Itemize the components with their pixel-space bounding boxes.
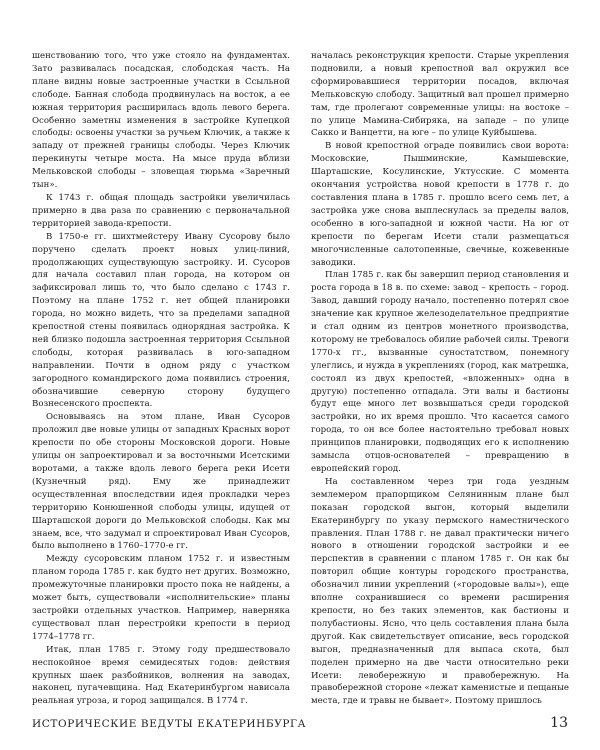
right-text-column bbox=[311, 50, 569, 708]
paragraph: Основываясь на этом плане, Иван Сусоров проложил две новые улицы от западных Красных ворот крепости по обе стороны Московской дороги. Новые улицы он запроектировал и за восточными Исетскими воротами, а также вдоль левого берега реки Исети (Кузнечный ряд). Ему же принадлежит осуществленная впоследствии идея прокладки через территорию Конюшенной слободы улицы, идущей от Шарташской дороги до Мельковской слободы. Как мы знаем, все, что задумал и спроектировал Иван Сусоров, было выполнено в 1760–1770-е гг. bbox=[32, 412, 290, 552]
running-title: ИСТОРИЧЕСКИЕ ВЕДУТЫ ЕКАТЕРИНБУРГА bbox=[32, 718, 307, 730]
paragraph: К 1743 г. общая площадь застройки увеличилась примерно в два раза по сравнению с первоначальной территорией завода-крепости. bbox=[32, 192, 290, 229]
paragraph: План 1785 г. как бы завершил период становления и роста города в 18 в. по схеме: завод – крепость – город. Завод, давший городу начало, постепенно потерял свое значение как крупное железоделательное предприятие и стал одним из центров монетного производства, которому не требовалось обилие рабочей силы. Тревоги 1770-х гг., вызванные суностатством, понемногу улеглись, и нужда в укреплениях (город, как матрешка, состоял из двух крепостей, «вложенных» одна в другую) постепенно отпадала. Эти валы и бастионы будут еще много лет возвышаться среди городской застройки, но их время прошло. Что касается самого города, то он все более настоятельно требовал новых принципов планировки, подводящих его к исполнению замысла отцов-основателей – превращению в европейский город. bbox=[311, 270, 569, 474]
left-text-column bbox=[32, 50, 290, 708]
paragraph: В новой крепостной ограде появились свои ворота: Московские, Пышминские, Камышевские, Шарташские, Косулинские, Уктусские. С момента окончания устройства новой крепости в 1778 г. до составления плана в 1785 г. прошло всего семь лет, а застройка уже снова выплеснулась за пределы валов, особенно в юго-западной и южной части. На юг от крепости по берегам Исети стали размещаться многочисленные салотопенные, свечные, кожевенные заводики. bbox=[311, 141, 569, 268]
paragraph: Итак, план 1785 г. Этому году предшествовало неспокойное время семидесятых годов: действия крупных шаек разбойников, волнения на заводах, наконец, пугачевщина. Над Екатеринбургом нависала реальная угроза, и город защищался. В 1774 г. bbox=[32, 644, 290, 707]
paragraph: На составленном через три года уездным землемером прапорщиком Селянинным плане был показан городской выгон, который выделили Екатеринбургу по указу пермского наместнического правления. План 1788 г. не давал практически ничего нового в отношении городской застройки и ее перспектив в сравнении с планом 1785 г. Он как бы повторил общие контуры городского пространства, обозначил линии укреплений («городовые валы»), еще вполне сохранившиеся со времени расширения крепости, но без таких элементов, как бастионы и полубастионы. Ясно, что цель составления плана была другой. Как свидетельствует описание, весь городской выгон, предназначенный для выпаса скота, был поделен примерно на две части относительно реки Исети: левобережную и правобережную. На правобережной стороне «лежат каменистые и пещаные места, где и травы не бывает». Поэтому пришлось bbox=[311, 476, 569, 707]
paragraph: Между сусоровским планом 1752 г. и известным планом города 1785 г. как будто нет других. Возможно, промежуточные планировки просто пока не найдены, а может быть, существовали «исполнительские» планы застройки отдельных участков. Например, наверняка существовал план перестройки крепости в период 1774–1778 гг. bbox=[32, 554, 290, 642]
page-footer bbox=[32, 715, 568, 736]
paragraph: началась реконструкция крепости. Старые укрепления подновили, а новый крепостной вал окружил все сформировавшиеся территории посадов, включая Мельковскую слободу. Защитный вал прошел примерно там, где пролегают современные улицы: на востоке – по улице Мамина-Сибиряка, на западе – по улице Сакко и Ванцетти, на юге – по улице Куйбышева. bbox=[311, 51, 569, 139]
paragraph: шенствованию того, что уже стояло на фундаментах. Зато развивалась посадская, слободская часть. На плане видны новые застроенные участки в Ссыльной слободе. Банная слобода продвинулась на восток, а ее южная территория расширилась вдоль левого берега. Особенно заметны изменения в застройке Купецкой слободы: освоены участки за ручьем Ключик, а также к западу от прежней границы слободы. Через Ключик перекинуты четыре моста. На мысе пруда вблизи Мельковской слободы – зловещая тюрьма «Заречный тын». bbox=[32, 51, 290, 191]
page-number: 13 bbox=[550, 715, 568, 731]
paragraph: В 1750-е гг. шихтмейстеру Ивану Сусорову было поручено сделать проект новых улиц-линий, продолжающих существующую застройку. И. Сусоров для начала составил план города, на котором он зафиксировал лишь то, что было сделано с 1743 г. Поэтому на плане 1752 г. нет общей планировки города, но можно видеть, что за пределами западной крепостной стены появилась однорядная застройка. К ней близко подошла застроенная территория Ссыльной слободы, которая развивалась в юго-западном направлении. Почти в одном ряду с участком загородного командирского дома появились строения, обозначившие северную сторону будущего Вознесенского проспекта. bbox=[32, 231, 290, 410]
